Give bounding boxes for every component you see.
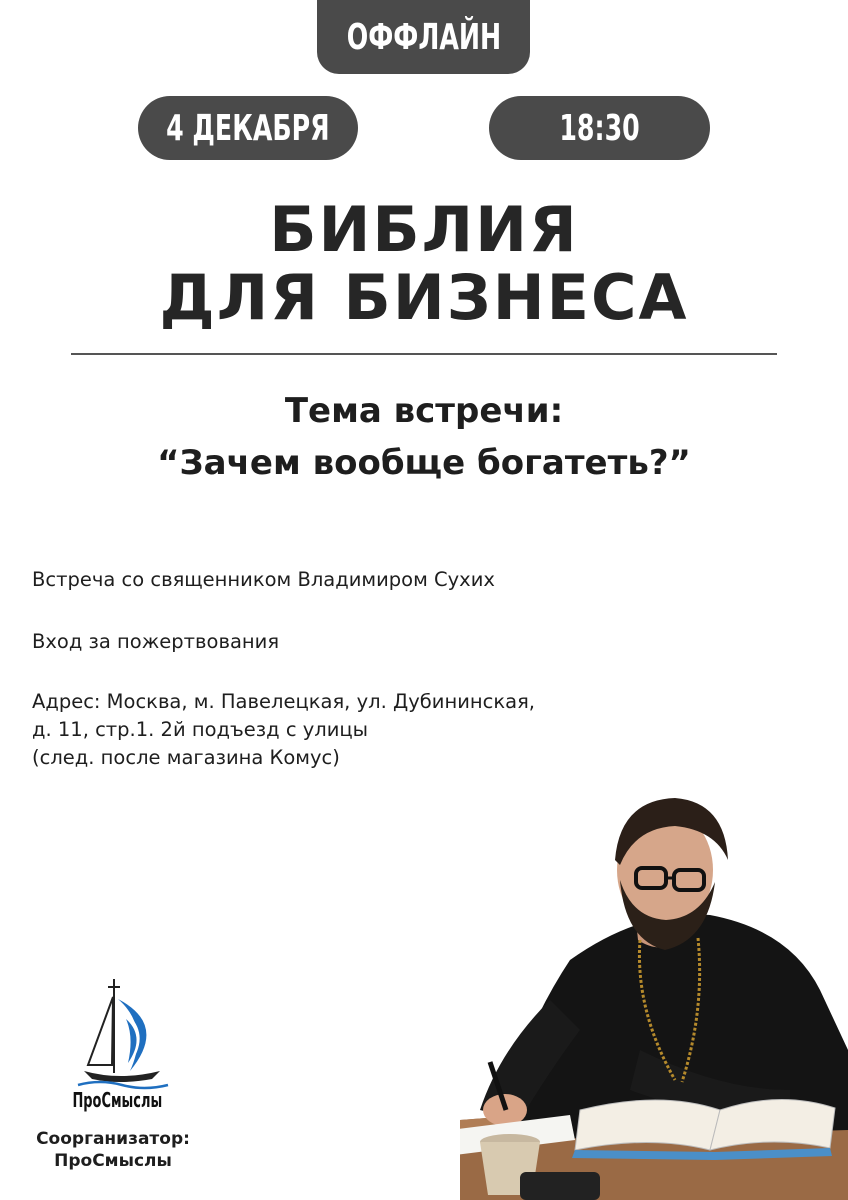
date-label: 4 ДЕКАБРЯ bbox=[166, 107, 330, 149]
address-info bbox=[32, 688, 535, 772]
topic-heading: Тема встречи: bbox=[284, 391, 564, 431]
speaker-info: Встреча со священником Владимиром Сухих bbox=[32, 568, 495, 591]
time-label: 18:30 bbox=[559, 107, 640, 149]
format-badge bbox=[317, 0, 530, 74]
format-label: ОФФЛАЙН bbox=[346, 16, 501, 58]
co-organizer-name: ПроСмыслы bbox=[54, 1151, 172, 1171]
priest-writing-photo bbox=[460, 790, 848, 1200]
meeting-topic bbox=[0, 385, 848, 489]
time-badge bbox=[489, 96, 710, 160]
event-title bbox=[0, 193, 848, 334]
event-title-line-1: БИБЛИЯ bbox=[269, 193, 579, 266]
co-organizer-label: Соорганизатор: bbox=[36, 1129, 190, 1149]
sailboat-cross-logo-icon bbox=[70, 975, 180, 1095]
event-title-line-2: ДЛЯ БИЗНЕСА bbox=[159, 261, 689, 334]
title-divider bbox=[71, 353, 777, 355]
address-line-1: Адрес: Москва, м. Павелецкая, ул. Дубининская, bbox=[32, 690, 536, 713]
date-badge bbox=[138, 96, 358, 160]
logo-wordmark-text: ПроСмыслы bbox=[72, 1088, 163, 1112]
topic-question: “Зачем вообще богатеть?” bbox=[157, 443, 691, 483]
logo-wordmark bbox=[55, 1088, 173, 1112]
entry-info: Вход за пожертвования bbox=[32, 630, 280, 653]
co-organizer bbox=[28, 1128, 198, 1172]
address-line-3: (след. после магазина Комус) bbox=[32, 746, 340, 769]
address-line-2: д. 11, стр.1. 2й подъезд с улицы bbox=[32, 718, 369, 741]
